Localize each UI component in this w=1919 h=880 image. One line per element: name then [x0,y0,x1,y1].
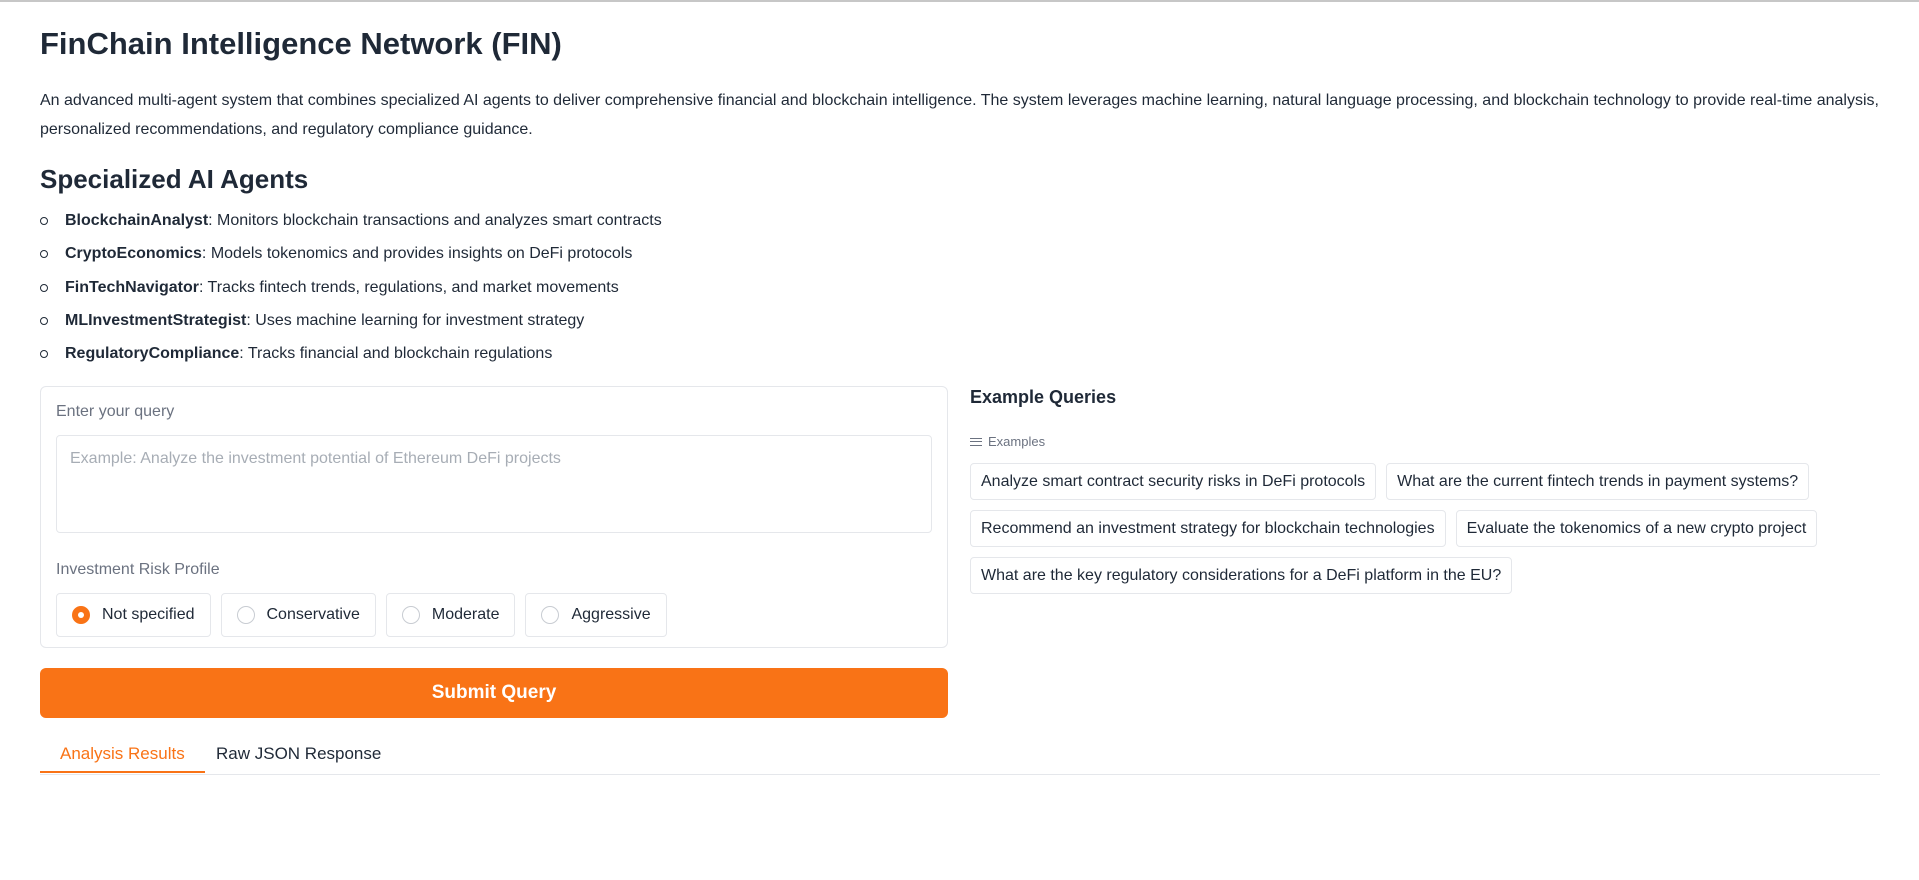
agents-list [40,207,662,373]
example-query-chip[interactable]: What are the current fintech trends in payment systems? [1386,463,1809,500]
radio-label: Moderate [431,606,500,623]
agent-description: : Uses machine learning for investment strategy [246,311,585,329]
agent-name: CryptoEconomics [65,245,202,263]
radio-label: Not specified [102,606,195,623]
agent-description: : Models tokenomics and provides insights on DeFi protocols [201,245,633,263]
radio-label: Conservative [266,606,360,623]
examples-list [970,463,1880,594]
agent-item-crypto-economics [40,240,662,273]
radio-aggressive[interactable] [525,593,666,637]
bullet-icon [40,350,48,358]
radio-moderate[interactable] [386,593,516,637]
submit-query-button[interactable]: Submit Query [40,668,948,718]
bullet-icon [40,317,48,325]
radio-unchecked-icon[interactable] [237,606,255,624]
agent-description: : Tracks fintech trends, regulations, and market movements [198,278,619,296]
agent-item-ml-investment-strategist [40,307,662,340]
bullet-icon [40,284,48,292]
results-tabs [40,732,1880,775]
radio-unchecked-icon[interactable] [541,606,559,624]
radio-checked-icon[interactable] [72,606,90,624]
agent-name: RegulatoryCompliance [65,345,240,363]
agent-description: : Monitors blockchain transactions and analyzes smart contracts [208,212,662,229]
example-query-chip[interactable]: Analyze smart contract security risks in DeFi protocols [970,463,1376,500]
query-panel [40,386,948,648]
agent-item-regulatory-compliance [40,340,662,373]
list-icon [970,437,982,447]
agent-name: MLInvestmentStrategist [65,311,247,329]
risk-profile-label: Investment Risk Profile [56,561,220,578]
agent-item-blockchain-analyst [40,207,662,240]
example-queries-title: Example Queries [970,387,1117,407]
agent-description: : Tracks financial and blockchain regulations [239,345,553,363]
examples-label-text: Examples [988,434,1046,449]
example-query-chip[interactable]: Recommend an investment strategy for blockchain technologies [970,510,1446,547]
radio-label: Aggressive [571,606,651,623]
radio-conservative[interactable] [221,593,376,637]
agents-heading: Specialized AI Agents [40,164,309,194]
radio-not-specified[interactable] [56,593,211,637]
agent-item-fintech-navigator [40,274,662,307]
tab-raw-json-response[interactable]: Raw JSON Response [216,744,382,763]
agent-name: BlockchainAnalyst [65,212,209,229]
bullet-icon [40,217,48,225]
risk-profile-radio-group [56,593,667,637]
page-description: An advanced multi-agent system that combines specialized AI agents to deliver comprehensive financial and blockchain intelligence. The system leverages machine learning, natural language processing, and blockchain technology to provide real-time analysis, personalized recommendations, and regulatory compliance guidance. [40,92,1879,138]
example-query-chip[interactable]: Evaluate the tokenomics of a new crypto project [1456,510,1818,547]
example-query-chip[interactable]: What are the key regulatory considerations for a DeFi platform in the EU? [970,557,1512,594]
tab-analysis-results[interactable]: Analysis Results [40,732,205,773]
agent-name: FinTechNavigator [65,278,199,296]
bullet-icon [40,250,48,258]
examples-label [970,434,1045,449]
query-input[interactable] [56,435,932,533]
query-label: Enter your query [56,403,175,420]
page-title: FinChain Intelligence Network (FIN) [40,26,562,61]
radio-unchecked-icon[interactable] [402,606,420,624]
